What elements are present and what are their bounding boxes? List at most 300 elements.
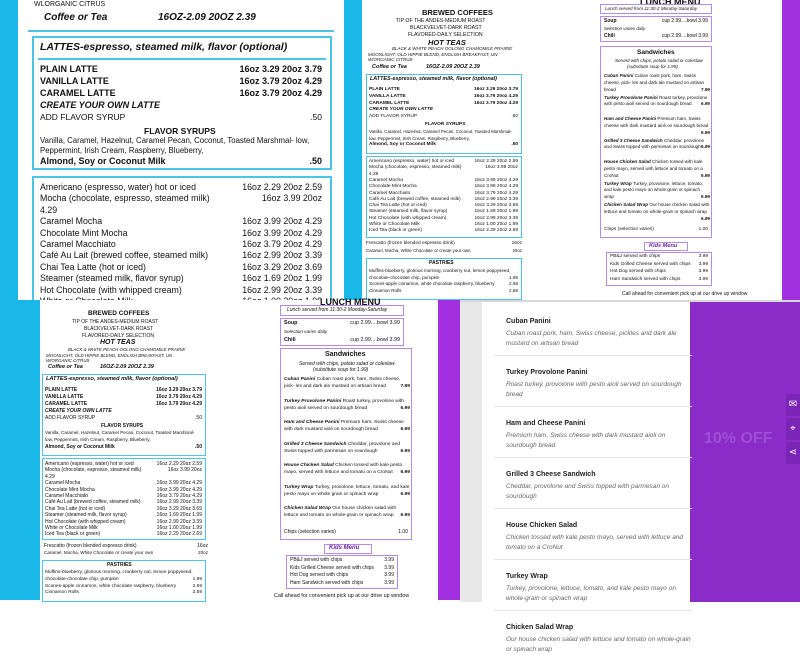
q3-pastries-row-price: 2.69 <box>192 590 202 596</box>
q3-pastries-row <box>45 570 202 575</box>
q3-sandwiches-box <box>280 348 412 540</box>
q2-lattes-row-name: VANILLA LATTE <box>369 93 406 99</box>
sandwich-desc: Roast turkey, provolone with pesto aioli served on sourdough bread <box>284 398 404 411</box>
q2-drinks-row <box>369 159 518 164</box>
sandwich-price: 6.99 <box>701 129 710 135</box>
location-pin-icon[interactable]: ⌖ <box>786 418 800 440</box>
q2-drinks-row-name: Hot Chocolate (with whipped cream) <box>369 215 447 221</box>
q3-cyan-border <box>0 300 40 600</box>
q2-drinks-row-name: Iced Tea (black or green) <box>369 228 422 234</box>
sandwich-desc: Cheddar, provolone and Swiss topped with parmesan on sourdough <box>604 137 705 150</box>
q3-brewed-line: TIP OF THE ANDES-MEDIUM ROAST <box>72 319 159 325</box>
q3-soup-price: cup 2.99....bowl 3.99 <box>350 320 400 326</box>
sandwich-name: Cuban Panini <box>604 73 634 78</box>
q1-latte-price: 16oz 3.29 20oz 3.79 <box>239 64 322 74</box>
q2-lattes-title: LATTES-espresso, steamed milk, flavor (optional) <box>370 76 497 82</box>
q1-drinks-list <box>40 182 322 304</box>
q3-lattes-add-flavor-row <box>45 415 202 421</box>
q2-sandwiches-title: Sandwiches <box>637 49 675 56</box>
kids-row-price: 3.99 <box>698 261 708 267</box>
sandwich-price: 6.99 <box>701 101 710 107</box>
sandwich-item <box>604 138 710 152</box>
q3-drinks-row-price: 16oz 2.29 20oz 2.59 <box>156 461 202 467</box>
q2-drinks-row <box>369 197 518 202</box>
q2-drinks-row-name: Mocha (chocolate, espresso, steamed milk) <box>369 165 462 171</box>
kids-row-name: Hot Dog served with chips <box>610 269 666 274</box>
q2-drinks-row <box>369 191 518 196</box>
q2-pastries-row-name: Scones-apple cinnamon, white chocolate raspberry, blueberry <box>369 281 495 286</box>
sandwich-name: Grilled 3 Cheese Sandwich <box>604 137 663 143</box>
q3-soup-row <box>284 320 400 326</box>
sandwich-name: Turkey Wrap <box>604 180 632 186</box>
q2-drinks-row <box>369 178 518 183</box>
q3-drinks-row <box>45 461 202 467</box>
q2-brewed-title: BREWED COFFEES <box>422 8 493 17</box>
q3-tea-line: W/ORGANIC CITRUS <box>46 358 90 363</box>
q2-served-text: Lunch served from 11:30-2 Monday-Saturday <box>605 6 698 11</box>
q1-drink-row-price: 16oz 3.99 20oz <box>261 193 322 204</box>
q3-drinks-row <box>45 467 202 473</box>
q3-pastries-list <box>45 570 202 601</box>
add-flavor-name: ADD FLAVOR SYRUP <box>45 415 96 421</box>
q1-almond-name: Almond, Soy or Coconut Milk <box>40 156 166 166</box>
q3-drinks-row-name: Mocha (chocolate, espresso, steamed milk) <box>45 467 142 474</box>
q3-drinks-row-price: 16oz 3.99 20oz 4.29 <box>156 486 202 493</box>
sandwich-item <box>284 398 410 412</box>
add-flavor-name: ADD FLAVOR SYRUP <box>369 114 418 120</box>
q4-item-title[interactable]: Chicken Salad Wrap <box>506 624 574 631</box>
q2-panel <box>362 0 800 300</box>
q3-lattes-row-name: VANILLA LATTE <box>45 394 84 400</box>
q2-kids-box <box>606 252 712 286</box>
q1-latte-name: VANILLA LATTE <box>40 76 109 86</box>
q4-item-title[interactable]: Grilled 3 Cheese Sandwich <box>506 471 596 478</box>
q2-lattes-row-price: 16oz 3.79 20oz 4.29 <box>474 93 518 99</box>
q2-lattes-add-flavor-row <box>369 114 518 119</box>
q1-drink-row-price: 16oz 2.99 20oz 3.39 <box>242 284 322 295</box>
q1-drink-row <box>40 216 322 226</box>
sandwich-price: 6.99 <box>400 448 410 454</box>
q1-latte-price: 16oz 3.79 20oz 4.29 <box>239 88 322 98</box>
q1-menu-page <box>18 0 344 300</box>
q3-chili-row <box>284 337 400 343</box>
q3-kids-title: Kids Menu <box>329 545 360 551</box>
q1-flavor-syrups-title: FLAVOR SYRUPS <box>144 126 216 136</box>
email-icon[interactable]: ✉ <box>786 394 800 416</box>
q4-item-desc: Chicken tossed with kale pesto mayo, served with lettuce and tomato on a CroNut <box>506 534 684 551</box>
sandwich-desc: Cheddar, provolone and Swiss topped with parmesan on sourdough <box>284 441 401 454</box>
q2-soup-price: cup 2.99....bowl 3.99 <box>661 18 708 24</box>
q4-item-desc: Our house chicken salad with lettuce and tomato on whole-grain or spinach wrap <box>506 636 691 653</box>
kids-row <box>610 269 708 274</box>
q2-lattes-row <box>369 87 518 92</box>
q3-lattes-row-price: 16oz 3.29 20oz 3.79 <box>156 387 202 393</box>
q2-drinks-row-name: Caramel Macchiato <box>369 190 411 196</box>
q2-chili-name: Chili <box>604 33 615 39</box>
q3-drinks-list <box>45 461 202 539</box>
q4-item-title[interactable]: Turkey Provolone Panini <box>506 369 588 376</box>
q3-sandwiches-sub1: Served with chips, potato salad or coleslaw <box>299 361 395 367</box>
q2-pastries-row <box>369 281 518 286</box>
q2-drinks-row-price: 16oz 1.00 20oz 1.99 <box>474 222 518 227</box>
q1-drink-row-price: 16oz 2.99 20oz 3.39 <box>242 250 322 261</box>
sandwich-desc: Chicken tossed with kale pesto mayo, served with lettuce and tomato on a CroNut <box>604 159 703 178</box>
q2-pastries-row-name: Cinnamon Rolls <box>369 287 402 293</box>
sandwich-item <box>284 505 410 519</box>
q2-pastries-row <box>369 268 518 273</box>
sandwich-item <box>604 116 710 136</box>
q2-drinks-row <box>369 216 518 221</box>
kids-row-name: Hot Dog served with chips <box>290 572 349 578</box>
kids-row-price: 3.99 <box>384 557 394 563</box>
sandwich-item <box>604 159 710 179</box>
q3-drinks-row-price: 16oz 3.29 20oz 3.69 <box>156 505 202 512</box>
q3-frescatto-sub-name: Caramel, Mocha, White Chocolate or create your own <box>44 550 154 555</box>
sandwich-price: 6.99 <box>701 144 710 150</box>
q3-chips-row <box>284 529 408 535</box>
q2-frescatto-sub-price: 20oz <box>512 248 522 253</box>
sandwich-desc: Premium ham, Swiss cheese with dark mustard aioli on sourdough bread <box>604 116 709 128</box>
q2-lattes-flavor-syrups-line: low, Peppermint, Irish Cream, Raspberry, Blueberry, <box>369 135 470 141</box>
q2-pastries-row-name: Muffins-blueberry, glorious morning, cranberry nut, lemon poppyseed, <box>369 268 511 273</box>
q2-coffee-tea-label: Coffee or Tea <box>372 64 407 70</box>
q1-coffee-tea-price: 16OZ-2.09 20OZ 2.39 <box>158 12 256 23</box>
q2-soup-box <box>600 16 712 42</box>
q3-pastries-box <box>42 560 206 602</box>
almond-name: Almond, Soy or Coconut Milk <box>369 142 436 148</box>
q2-pastries-row-price: 1.99 <box>509 274 518 280</box>
q2-drinks-row-price: 16oz 2.99 20oz 3.39 <box>474 196 518 202</box>
q3-drinks-row-name: Café Au Lait (brewed coffee, steamed milk) <box>45 499 141 506</box>
q4-item-desc: Cheddar, provolone and Swiss topped with parmesan on sourdough <box>506 483 669 500</box>
sandwich-item <box>284 419 410 433</box>
sandwich-item <box>604 181 710 201</box>
q3-pastries-row-name: chocolate-chocolate chip, pumpkin <box>45 576 119 582</box>
q2-chips-row <box>604 227 708 232</box>
q2-drinks-row-price: 16oz 3.99 20oz 4.29 <box>474 184 518 190</box>
q3-served-box <box>280 305 404 316</box>
kids-row-price: 3.99 <box>384 579 394 586</box>
q2-drinks-row-price: 16oz 2.99 20oz 3.39 <box>474 215 518 221</box>
sandwich-price: 6.99 <box>701 194 710 200</box>
q2-drinks-row-name: White or Chocolate Milk <box>369 222 420 227</box>
q2-brewed-line: FLAVORED-DAILY SELECTION <box>408 32 483 38</box>
q3-brewed-title: BREWED COFFEES <box>88 310 150 317</box>
q3-pastries-row-price: 2.69 <box>192 583 202 589</box>
kids-row-price: 3.99 <box>698 254 708 259</box>
sandwich-item <box>604 202 710 222</box>
q2-served-box <box>600 4 712 14</box>
kids-row-name: Ham Sandwich served with chips <box>610 276 681 282</box>
q1-latte-row <box>40 76 322 86</box>
q3-drinks-row-price: 16oz 3.79 20oz 4.29 <box>156 493 202 499</box>
q3-menu-page <box>40 297 438 600</box>
q2-sandwiches-box <box>600 46 712 238</box>
q4-item-divider <box>494 508 692 509</box>
sandwich-desc: Our house chicken salad with lettuce and tomato on whole-grain or spinach wrap <box>604 202 710 214</box>
q3-drinks-row-name: Chai Tea Latte (hot or iced) <box>45 505 106 512</box>
q1-drink-row <box>40 205 322 215</box>
q4-item-title[interactable]: Cuban Panini <box>506 318 551 325</box>
q3-lattes-row-name: PLAIN LATTE <box>45 387 78 393</box>
q2-kids-title-box <box>644 242 688 251</box>
q2-lattes-row-name: CARAMEL LATTE <box>369 100 410 106</box>
q2-pastries-row <box>369 288 518 293</box>
q2-pastries-box <box>366 258 522 300</box>
q4-item-divider <box>494 610 692 611</box>
q4-item-desc: Roast turkey, provolone with pesto aioli served on sourdough bread <box>506 381 682 398</box>
q1-drink-row <box>40 250 322 260</box>
q4-item-divider <box>494 406 692 407</box>
q1-drink-row-name: Caramel Mocha <box>40 216 103 227</box>
q1-divider <box>28 30 334 32</box>
q2-drinks-row <box>369 222 518 227</box>
sandwich-name: Turkey Provolone Panini <box>604 94 658 100</box>
q3-drinks-row-price: 16oz 1.00 20oz 1.99 <box>156 525 202 531</box>
kids-row-name: Kids Grilled Cheese served with chips <box>290 564 374 571</box>
q3-chili-name: Chili <box>284 337 296 343</box>
add-flavor-price: .50 <box>195 415 202 421</box>
q3-coffee-tea-label: Coffee or Tea <box>48 364 83 370</box>
q2-lattes-almond-row <box>369 142 518 147</box>
q3-drinks-row-price: 16oz 1.69 20oz 1.99 <box>156 512 202 519</box>
q2-drinks-row-price: 16oz 2.29 20oz 2.59 <box>474 159 518 164</box>
q1-lattes-rule <box>38 58 326 60</box>
sandwich-item <box>604 95 710 109</box>
q3-soup-name: Soup <box>284 320 298 326</box>
q3-lattes-flavor-syrups-line: Vanilla, Caramel, Hazelnut, Caramel Pecan, Coconut, Toasted Marshmal- <box>45 430 195 435</box>
almond-name: Almond, Soy or Coconut Milk <box>45 444 115 450</box>
q3-drinks-row <box>45 525 202 531</box>
sandwich-desc: Chicken tossed with kale pesto mayo, served with lettuce and tomato on a CroNut <box>284 463 403 476</box>
q1-drink-row <box>40 182 322 192</box>
sandwich-item <box>284 376 410 390</box>
q3-brewed-line: FLAVORED-DAILY SELECTION <box>82 333 154 339</box>
q2-sandwiches-sub1: Served with chips, potato salad or coleslaw <box>615 58 703 63</box>
kids-row <box>290 557 394 563</box>
q4-item-title[interactable]: Turkey Wrap <box>506 573 548 580</box>
sandwich-price: 7.99 <box>400 384 410 390</box>
q3-lattes-flavor-syrups-line: low, Peppermint, Irish Cream, Raspberry, Blueberry, <box>45 437 151 442</box>
q3-lattes-title: LATTES-espresso, steamed milk, flavor (optional) <box>46 376 178 382</box>
sandwich-price: 6.99 <box>400 470 410 476</box>
q2-lattes-list <box>369 87 518 153</box>
share-icon[interactable]: ⋖ <box>786 442 800 464</box>
q1-drink-row-name: Chocolate Mint Mocha <box>40 227 128 238</box>
q2-brewed-line: BLACKVELVET-DARK ROAST <box>410 25 482 31</box>
q3-frescatto-name: Frescatto (frozen blended espresso drink) <box>44 543 137 549</box>
sandwich-name: Chicken Salad Wrap <box>284 506 331 511</box>
q3-drinks-row <box>45 531 202 537</box>
q1-drink-row <box>40 262 322 272</box>
q2-lattes-row <box>369 94 518 99</box>
q2-soup-name: Soup <box>604 18 617 24</box>
q1-latte-name: PLAIN LATTE <box>40 64 98 74</box>
q1-lattes-box <box>32 36 332 170</box>
q3-drinks-row-name: Iced Tea (black or green) <box>45 531 101 538</box>
q3-drinks-row <box>45 487 202 493</box>
q3-drinks-row <box>45 519 202 525</box>
q3-lunch-title: LUNCH MENU <box>320 297 381 307</box>
q2-drinks-row-name: Chai Tea Latte (hot or iced) <box>369 203 427 209</box>
q2-lunch-title: LUNCH MENU <box>640 0 701 7</box>
q3-drinks-row <box>45 506 202 512</box>
q4-item-desc: Cuban roast pork, ham, Swiss cheese, pickles and dark ale mustard on artisan bread <box>506 330 677 347</box>
q1-almond-row <box>40 156 322 166</box>
q1-add-flavor-price: .50 <box>310 112 322 122</box>
q3-brewed-line: BLACKVELVET-DARK ROAST <box>84 326 154 332</box>
q4-item-title[interactable]: House Chicken Salad <box>506 522 578 529</box>
q2-chips-price: 1.00 <box>698 227 708 232</box>
q4-item-divider <box>494 457 692 458</box>
q3-chili-price: cup 2.99....bowl 3.99 <box>350 337 400 343</box>
sandwich-desc: Our house chicken salad with lettuce and tomato on whole-grain or spinach wrap <box>284 506 397 519</box>
q3-frescatto-sub-price: 20oz <box>198 550 208 555</box>
kids-row-price: 3.99 <box>698 269 708 274</box>
q3-drinks-row-name: Caramel Mocha <box>45 480 81 487</box>
q3-lattes-row-name: CARAMEL LATTE <box>45 401 88 407</box>
q3-drinks-row-price: 16oz 3.99 20oz <box>167 467 202 474</box>
q1-drink-row-price: 16oz 1.69 20oz 1.99 <box>242 273 322 284</box>
q2-drinks-row-name: Caramel Mocha <box>369 177 403 183</box>
q1-drink-row-price: 16oz 3.29 20oz 3.69 <box>242 261 322 272</box>
q3-drinks-row-name: Hot Chocolate (with whipped cream) <box>45 518 126 525</box>
q1-drink-row <box>40 228 322 238</box>
q3-drinks-row-name: Steamer (steamed milk, flavor syrup) <box>45 512 127 519</box>
q2-drinks-row-price: 16oz 3.79 20oz 4.29 <box>474 190 518 196</box>
q2-lattes-row-price: 16oz 3.79 20oz 4.29 <box>474 100 518 106</box>
q2-tea-line: BLACK & WHITE PEACH OOLONG CHAMOMILE PRAIRIE <box>392 46 513 51</box>
kids-row-price: 3.99 <box>698 276 708 282</box>
q2-drinks-row <box>369 209 518 214</box>
sandwich-price: 6.99 <box>701 215 710 221</box>
q3-sandwiches-title: Sandwiches <box>325 351 366 358</box>
q2-drinks-row-name: Americano (espresso, water) hot or iced <box>369 159 455 164</box>
kids-row-name: PB&J served with chips <box>290 557 343 563</box>
q1-drink-row <box>40 273 322 283</box>
q2-soup-row <box>604 18 708 24</box>
q2-lattes-box <box>366 74 522 154</box>
q3-drinks-row-name: Caramel Macchiato <box>45 493 89 499</box>
q2-pastries-row <box>369 275 518 280</box>
sandwich-name: Cuban Panini <box>284 377 316 382</box>
q2-tea-line: MOONLIGHT, OLD HIPPIE BLEND, ENGLISH BREAKFAST, UN <box>368 52 498 57</box>
q3-lattes-list <box>45 387 202 455</box>
q1-top-line: WLORGANIC CITRUS <box>34 1 106 8</box>
q2-drinks-row-price: 16oz 1.69 20oz 1.99 <box>474 209 518 215</box>
q2-pastries-row-price: 2.69 <box>509 281 518 286</box>
q3-chips-name: Chips (selection varies) <box>284 529 336 535</box>
q3-drinks-row <box>45 493 202 499</box>
q2-chips-name: Chips (selection varies) <box>604 227 654 232</box>
q1-coffee-tea-label: Coffee or Tea <box>44 12 108 23</box>
q2-drinks-row-price: 16oz 3.29 20oz 3.69 <box>474 203 518 209</box>
q4-item-divider <box>494 355 692 356</box>
q2-pastries-title: PASTRIES <box>429 260 454 266</box>
sandwich-name: House Chicken Salad <box>284 463 334 468</box>
sandwich-price: 6.99 <box>400 405 410 411</box>
q4-item-title[interactable]: Ham and Cheese Panini <box>506 420 586 427</box>
q2-frescatto-sub-name: Caramel, Mocha, White Chocolate or create your own <box>366 248 471 253</box>
q1-panel <box>0 0 362 300</box>
q2-tea-line: W/ORGANIC CITRUS <box>368 57 413 62</box>
q2-drinks-list <box>369 159 518 237</box>
q1-drink-row-name: Chai Tea Latte (hot or iced) <box>40 261 146 272</box>
kids-row <box>290 580 394 586</box>
q4-item-desc: Turkey, provolone, lettuce, tomato, and kale pesto mayo on whole-grain or spinach wrap <box>506 585 676 602</box>
q3-call-ahead: Call ahead for convenient pick up at our drive up window <box>274 593 410 599</box>
q2-drinks-box <box>366 156 522 238</box>
q2-soup-note: Selection varies daily <box>604 26 646 31</box>
q2-drinks-row-name: Chocolate Mint Mocha <box>369 184 417 190</box>
q2-frescatto-sub-row <box>366 248 522 253</box>
q2-coffee-tea-price: 16OZ-2.09 20OZ 2.39 <box>426 64 480 70</box>
sandwich-item <box>284 441 410 455</box>
q2-drinks-row-name: Café Au Lait (brewed coffee, steamed milk) <box>369 196 461 202</box>
sandwich-name: Chicken Salad Wrap <box>604 202 649 207</box>
q3-lattes-row-price: 16oz 3.79 20oz 4.29 <box>156 394 202 400</box>
q3-drinks-row <box>45 480 202 486</box>
q3-lattes-row <box>45 401 202 407</box>
q3-pastries-row <box>45 577 202 582</box>
sandwich-name: Turkey Wrap <box>284 484 314 490</box>
q3-purple-border <box>438 300 460 600</box>
q2-sandwiches-sub2: (substitute soup for 1.99) <box>627 64 678 69</box>
sandwich-price: 6.99 <box>400 491 410 497</box>
q3-soup-note: Selection varies daily <box>284 329 328 334</box>
q3-lattes-almond-row <box>45 444 202 450</box>
q2-pastries-list <box>369 268 518 299</box>
q3-chips-price: 1.00 <box>398 529 408 535</box>
q3-lattes-row-price: 16oz 3.79 20oz 4.29 <box>156 401 202 407</box>
sandwich-price: 6.99 <box>701 172 710 178</box>
q2-drinks-row <box>369 184 518 189</box>
q1-drink-row-name: Caramel Macchiato <box>40 239 116 249</box>
q3-pastries-title: PASTRIES <box>107 562 132 568</box>
sandwich-desc: Turkey, provolone, lettuce, tomato, and kale pesto mayo on whole grain or spinach wrap <box>604 180 704 200</box>
q3-drinks-row <box>45 512 202 518</box>
sandwich-item <box>284 484 410 498</box>
q1-create-latte: CREATE YOUR OWN LATTE <box>40 100 160 110</box>
sandwich-desc: Cuban roast pork, ham, Swiss cheese, pick- les and dark ale mustard on artisan bread <box>284 377 401 390</box>
q1-drink-row-price: 16oz 3.99 20oz 4.29 <box>242 227 322 238</box>
sandwich-item <box>604 73 710 93</box>
q3-drinks-row-price: 16oz 3.99 20oz 4.29 <box>156 480 202 487</box>
kids-row <box>610 277 708 282</box>
q3-tea-line: MOONLIGHT, OLD HIPPIE BLEND, ENGLISH BREAKFAST, UN <box>46 353 173 358</box>
q2-lattes-flavor-syrups-title: FLAVOR SYRUPS <box>425 122 466 127</box>
q2-frescatto-row <box>366 241 522 246</box>
q1-latte-name: CARAMEL LATTE <box>40 88 116 98</box>
q1-lattes-title: LATTES-espresso, steamed milk, flavor (optional) <box>40 41 288 53</box>
q3-panel <box>0 297 460 600</box>
q3-lattes-box <box>42 374 206 456</box>
sandwich-desc: Turkey, provolone, lettuce, tomato, and kale pesto mayo on whole grain or spinach wrap <box>284 484 410 497</box>
q3-hot-teas-title: HOT TEAS <box>100 339 136 346</box>
q1-drink-row <box>40 285 322 295</box>
sandwich-desc: Roast turkey, provolone with pesto aioli served on sourdough bread <box>604 94 708 107</box>
q2-lattes-row <box>369 101 518 106</box>
q3-served-text: Lunch served from 11:30-2 Monday-Saturday <box>287 307 388 313</box>
q1-latte-row <box>40 64 322 74</box>
almond-price: .50 <box>511 142 518 148</box>
q1-drinks-box <box>32 176 332 306</box>
kids-row-name: PB&J served with chips <box>610 254 661 259</box>
q3-drinks-row-name: Chocolate Mint Mocha <box>45 486 95 493</box>
almond-price: .50 <box>195 444 202 450</box>
q1-drink-row-price: 16oz 3.99 20oz 4.29 <box>242 216 322 227</box>
q3-drinks-box <box>42 458 206 540</box>
